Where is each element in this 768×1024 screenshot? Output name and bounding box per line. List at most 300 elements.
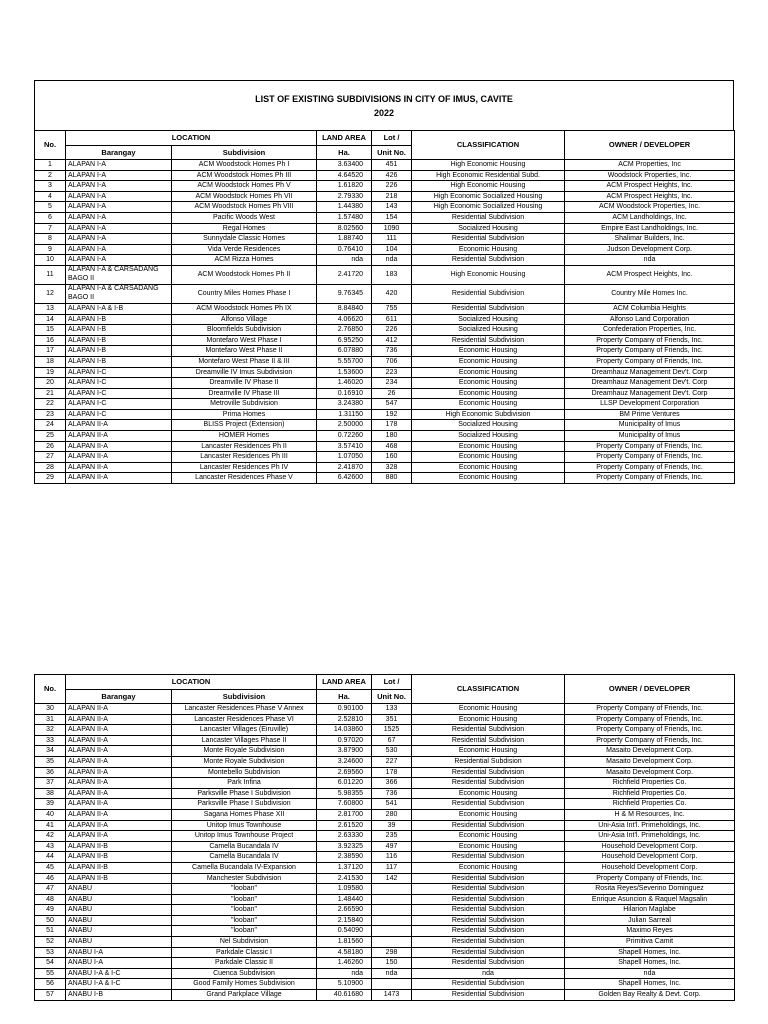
cell-classification: Economic Housing [412, 714, 565, 725]
cell-lot: 178 [372, 420, 412, 431]
cell-classification: Socialized Housing [412, 420, 565, 431]
cell-barangay: ALAPAN II-A [66, 799, 172, 810]
cell-owner: Property Company of Friends, Inc. [565, 335, 735, 346]
cell-lot: 366 [372, 778, 412, 789]
header-lot-unit: Unit No. [372, 146, 412, 160]
cell-no: 21 [35, 388, 66, 399]
cell-lot: 178 [372, 767, 412, 778]
cell-owner: LLSP Development Corporation [565, 399, 735, 410]
cell-lot: 451 [372, 160, 412, 171]
cell-land-area: 14.03860 [317, 725, 372, 736]
cell-owner: Masaito Development Corp. [565, 746, 735, 757]
cell-barangay: ALAPAN I-A [66, 234, 172, 245]
cell-classification: Economic Housing [412, 399, 565, 410]
cell-land-area: 2.38590 [317, 852, 372, 863]
cell-barangay: ANABU [66, 937, 172, 948]
cell-subdivision: Cuenca Subdivision [172, 968, 317, 979]
table-row [35, 735, 735, 746]
cell-barangay: ANABU I-A [66, 958, 172, 969]
table-row [35, 284, 735, 303]
cell-no: 7 [35, 223, 66, 234]
cell-barangay: ALAPAN II-A [66, 756, 172, 767]
table-row [35, 244, 735, 255]
table-row [35, 990, 735, 1001]
cell-land-area: 2.41720 [317, 265, 372, 284]
cell-subdivision: Lancaster Residences Ph IV [172, 462, 317, 473]
cell-no: 56 [35, 979, 66, 990]
cell-barangay: ALAPAN II-B [66, 852, 172, 863]
cell-lot: 116 [372, 852, 412, 863]
cell-no: 12 [35, 284, 66, 303]
cell-land-area: 2.63330 [317, 831, 372, 842]
cell-land-area: 4.06620 [317, 314, 372, 325]
cell-barangay: ANABU [66, 894, 172, 905]
cell-owner: Rosita Reyes/Severino Dominguez [565, 884, 735, 895]
cell-barangay: ANABU [66, 884, 172, 895]
cell-subdivision: Sunnydale Classic Homes [172, 234, 317, 245]
cell-subdivision: "looban" [172, 926, 317, 937]
cell-owner: Property Company of Friends, Inc. [565, 473, 735, 484]
table-row [35, 303, 735, 314]
cell-subdivision: Grand Parkplace Village [172, 990, 317, 1001]
cell-lot: 541 [372, 799, 412, 810]
cell-subdivision: Parkdale Classic I [172, 947, 317, 958]
table-row [35, 399, 735, 410]
cell-owner: Dreamhauz Management Dev't. Corp [565, 378, 735, 389]
cell-barangay: ALAPAN I-B [66, 314, 172, 325]
cell-subdivision: Dreamville IV Phase II [172, 378, 317, 389]
cell-barangay: ANABU I-A & I-C [66, 979, 172, 990]
table-row [35, 725, 735, 736]
cell-lot: 497 [372, 841, 412, 852]
cell-lot: 160 [372, 452, 412, 463]
cell-classification: High Economic Subdivision [412, 409, 565, 420]
cell-no: 43 [35, 841, 66, 852]
table-row [35, 968, 735, 979]
cell-subdivision: ACM Woodstock Homes Ph V [172, 181, 317, 192]
cell-no: 18 [35, 356, 66, 367]
cell-land-area: 2.41530 [317, 873, 372, 884]
cell-barangay: ALAPAN I-C [66, 388, 172, 399]
cell-no: 53 [35, 947, 66, 958]
cell-lot: 39 [372, 820, 412, 831]
cell-lot: 143 [372, 202, 412, 213]
cell-subdivision: Country Miles Homes Phase I [172, 284, 317, 303]
cell-owner: H & M Resources, Inc. [565, 809, 735, 820]
table-row [35, 958, 735, 969]
cell-no: 5 [35, 202, 66, 213]
cell-lot: 142 [372, 873, 412, 884]
cell-subdivision: Lancaster Residences Phase V Annex [172, 704, 317, 715]
cell-land-area: 1.48440 [317, 894, 372, 905]
cell-subdivision: Manchester Subdivision [172, 873, 317, 884]
cell-land-area: 2.69560 [317, 767, 372, 778]
cell-subdivision: Regal Homes [172, 223, 317, 234]
cell-classification: High Economic Housing [412, 160, 565, 171]
cell-classification: Residential Subdivision [412, 212, 565, 223]
cell-lot [372, 937, 412, 948]
cell-classification: Socialized Housing [412, 431, 565, 442]
table-row [35, 788, 735, 799]
cell-lot: 180 [372, 431, 412, 442]
cell-classification: Residential Subdivision [412, 979, 565, 990]
cell-land-area: 6.07880 [317, 346, 372, 357]
cell-subdivision: ACM Woodstock Homes Ph VIII [172, 202, 317, 213]
cell-lot: 192 [372, 409, 412, 420]
cell-subdivision: Camella Bucandala IV-Expansion [172, 862, 317, 873]
table-row [35, 160, 735, 171]
cell-owner: Dreamhauz Management Dev't. Corp [565, 367, 735, 378]
cell-owner: Household Development Corp. [565, 862, 735, 873]
cell-land-area: 6.95250 [317, 335, 372, 346]
cell-barangay: ALAPAN I-A & CARSADANG BAGO II [66, 284, 172, 303]
cell-no: 30 [35, 704, 66, 715]
table-row [35, 841, 735, 852]
cell-barangay: ALAPAN II-A [66, 431, 172, 442]
header-land-area-unit: Ha. [317, 690, 372, 704]
cell-no: 45 [35, 862, 66, 873]
cell-barangay: ALAPAN I-C [66, 399, 172, 410]
table-row [35, 778, 735, 789]
cell-classification: Economic Housing [412, 244, 565, 255]
header-owner: OWNER / DEVELOPER [565, 131, 735, 160]
cell-subdivision: Lancaster Villages (Eiruville) [172, 725, 317, 736]
cell-owner: Alfonso Land Corporation [565, 314, 735, 325]
header-barangay: Barangay [66, 690, 172, 704]
cell-classification: High Economic Residential Subd. [412, 170, 565, 181]
cell-land-area: 0.16910 [317, 388, 372, 399]
cell-land-area: 1.37120 [317, 862, 372, 873]
table-row [35, 873, 735, 884]
cell-land-area: 5.98355 [317, 788, 372, 799]
cell-land-area: 0.76410 [317, 244, 372, 255]
cell-barangay: ANABU [66, 905, 172, 916]
cell-owner: Shalimar Builders, Inc. [565, 234, 735, 245]
subdivision-table-1 [34, 130, 735, 484]
cell-owner: ACM Landholdings, Inc. [565, 212, 735, 223]
cell-barangay: ALAPAN I-A & CARSADANG BAGO II [66, 265, 172, 284]
cell-owner: Julian Sarreal [565, 915, 735, 926]
cell-lot: 111 [372, 234, 412, 245]
cell-no: 55 [35, 968, 66, 979]
cell-owner: Enrique Asuncion & Raquel Magsalin [565, 894, 735, 905]
header-no: No. [35, 675, 66, 704]
cell-lot: 530 [372, 746, 412, 757]
cell-lot: 755 [372, 303, 412, 314]
cell-subdivision: Camella Bucandala IV [172, 852, 317, 863]
cell-subdivision: Unitop Imus Townhouse [172, 820, 317, 831]
cell-subdivision: Metroville Subdivision [172, 399, 317, 410]
cell-subdivision: Vida Verde Residences [172, 244, 317, 255]
cell-classification: Residential Subdivision [412, 778, 565, 789]
cell-lot: 226 [372, 325, 412, 336]
cell-no: 25 [35, 431, 66, 442]
cell-barangay: ALAPAN II-A [66, 452, 172, 463]
cell-barangay: ALAPAN I-A [66, 212, 172, 223]
cell-barangay: ALAPAN II-B [66, 841, 172, 852]
cell-lot: 1090 [372, 223, 412, 234]
cell-lot: 227 [372, 756, 412, 767]
cell-owner: Richfield Properties Co. [565, 788, 735, 799]
cell-no: 26 [35, 441, 66, 452]
cell-lot: 1473 [372, 990, 412, 1001]
cell-no: 32 [35, 725, 66, 736]
cell-lot: 183 [372, 265, 412, 284]
cell-barangay: ALAPAN II-A [66, 473, 172, 484]
cell-no: 33 [35, 735, 66, 746]
cell-barangay: ALAPAN I-A [66, 160, 172, 171]
cell-lot: 150 [372, 958, 412, 969]
cell-land-area: 5.55700 [317, 356, 372, 367]
cell-land-area: 1.53600 [317, 367, 372, 378]
cell-land-area: 4.64520 [317, 170, 372, 181]
cell-no: 24 [35, 420, 66, 431]
cell-barangay: ANABU [66, 926, 172, 937]
table-row [35, 852, 735, 863]
cell-classification: Economic Housing [412, 704, 565, 715]
cell-subdivision: Montefaro West Phase II & III [172, 356, 317, 367]
cell-classification: Residential Subdivision [412, 735, 565, 746]
header-land-area: LAND AREA [317, 131, 372, 146]
cell-classification: Economic Housing [412, 346, 565, 357]
cell-subdivision: "looban" [172, 915, 317, 926]
title-line-1: LIST OF EXISTING SUBDIVISIONS IN CITY OF IMUS, CAVITE [255, 93, 513, 104]
cell-classification: Residential Subdivision [412, 255, 565, 266]
cell-subdivision: ACM Woodstock Homes Ph III [172, 170, 317, 181]
cell-classification: High Economic Housing [412, 181, 565, 192]
cell-no: 20 [35, 378, 66, 389]
cell-owner: Richfield Properties Co. [565, 799, 735, 810]
cell-no: 27 [35, 452, 66, 463]
cell-owner: Hilarion Maglabe [565, 905, 735, 916]
cell-lot: 351 [372, 714, 412, 725]
header-lot-unit: Unit No. [372, 690, 412, 704]
table-row [35, 181, 735, 192]
cell-lot [372, 926, 412, 937]
table-row [35, 862, 735, 873]
cell-land-area: 1.61820 [317, 181, 372, 192]
cell-subdivision: Lancaster Residences Phase V [172, 473, 317, 484]
cell-classification: Economic Housing [412, 841, 565, 852]
header-no: No. [35, 131, 66, 160]
table-row [35, 884, 735, 895]
cell-classification: Economic Housing [412, 862, 565, 873]
cell-land-area: 2.79330 [317, 191, 372, 202]
cell-land-area: 1.46020 [317, 378, 372, 389]
cell-land-area: 1.07050 [317, 452, 372, 463]
cell-lot [372, 905, 412, 916]
cell-lot [372, 979, 412, 990]
cell-subdivision: Nel Subdivision [172, 937, 317, 948]
cell-barangay: ALAPAN II-A [66, 778, 172, 789]
cell-subdivision: Monte Royale Subdivision [172, 756, 317, 767]
cell-no: 44 [35, 852, 66, 863]
header-classification: CLASSIFICATION [412, 675, 565, 704]
table-row [35, 905, 735, 916]
cell-land-area: 1.46260 [317, 958, 372, 969]
cell-barangay: ALAPAN I-B [66, 325, 172, 336]
cell-subdivision: Unitop Imus Townhouse Project [172, 831, 317, 842]
cell-land-area: 3.24600 [317, 756, 372, 767]
cell-subdivision: Camella Bucandala IV [172, 841, 317, 852]
table-row [35, 756, 735, 767]
cell-classification: Residential Subdivision [412, 990, 565, 1001]
cell-owner: Judson Development Corp. [565, 244, 735, 255]
cell-land-area: 1.44380 [317, 202, 372, 213]
cell-barangay: ALAPAN II-A [66, 746, 172, 757]
cell-lot: 234 [372, 378, 412, 389]
cell-subdivision: Lancaster Residences Ph III [172, 452, 317, 463]
table-row [35, 746, 735, 757]
cell-no: 31 [35, 714, 66, 725]
cell-subdivision: Lancaster Residences Ph II [172, 441, 317, 452]
cell-owner: Municipality of Imus [565, 420, 735, 431]
cell-classification: Residential Subdivision [412, 894, 565, 905]
table-row [35, 799, 735, 810]
cell-barangay: ALAPAN II-A [66, 831, 172, 842]
table-row [35, 314, 735, 325]
subdivision-list-page-2 [34, 674, 734, 1001]
cell-barangay: ALAPAN II-A [66, 820, 172, 831]
cell-lot: 468 [372, 441, 412, 452]
cell-lot: 280 [372, 809, 412, 820]
cell-lot: nda [372, 968, 412, 979]
cell-owner: ACM Prospect Heights, Inc. [565, 191, 735, 202]
cell-owner: Woodstock Properties, Inc. [565, 170, 735, 181]
cell-owner: Property Company of Friends, Inc. [565, 346, 735, 357]
cell-subdivision: HOMER Homes [172, 431, 317, 442]
cell-classification: Residential Subdivision [412, 303, 565, 314]
cell-classification: High Economic Housing [412, 265, 565, 284]
cell-no: 16 [35, 335, 66, 346]
cell-lot: 117 [372, 862, 412, 873]
header-owner: OWNER / DEVELOPER [565, 675, 735, 704]
cell-lot: 547 [372, 399, 412, 410]
cell-no: 42 [35, 831, 66, 842]
cell-classification: Socialized Housing [412, 314, 565, 325]
cell-land-area: 3.57410 [317, 441, 372, 452]
cell-classification: Socialized Housing [412, 325, 565, 336]
cell-classification: Economic Housing [412, 452, 565, 463]
cell-subdivision: Monte Royale Subdivision [172, 746, 317, 757]
table-row [35, 452, 735, 463]
cell-owner: Confederation Properties, Inc. [565, 325, 735, 336]
cell-lot: nda [372, 255, 412, 266]
cell-no: 17 [35, 346, 66, 357]
cell-owner: nda [565, 968, 735, 979]
cell-owner: Maximo Reyes [565, 926, 735, 937]
cell-classification: Economic Housing [412, 746, 565, 757]
cell-subdivision: BLISS Project (Extension) [172, 420, 317, 431]
cell-subdivision: Parksville Phase I Subdivision [172, 799, 317, 810]
cell-no: 28 [35, 462, 66, 473]
cell-no: 50 [35, 915, 66, 926]
cell-land-area: 2.66590 [317, 905, 372, 916]
cell-classification: Residential Subdivision [412, 725, 565, 736]
cell-land-area: 40.61680 [317, 990, 372, 1001]
cell-land-area: 8.02560 [317, 223, 372, 234]
cell-no: 11 [35, 265, 66, 284]
cell-subdivision: ACM Woodstock Homes Ph II [172, 265, 317, 284]
cell-barangay: ALAPAN II-A [66, 704, 172, 715]
cell-barangay: ALAPAN I-C [66, 367, 172, 378]
cell-no: 54 [35, 958, 66, 969]
cell-subdivision: Montefaro West Phase I [172, 335, 317, 346]
cell-barangay: ALAPAN I-A [66, 170, 172, 181]
cell-land-area: 9.76345 [317, 284, 372, 303]
cell-classification: nda [412, 968, 565, 979]
cell-classification: Economic Housing [412, 462, 565, 473]
cell-no: 51 [35, 926, 66, 937]
cell-classification: Residential Subdivision [412, 947, 565, 958]
cell-barangay: ALAPAN II-A [66, 735, 172, 746]
cell-owner: ACM Woodstock Properties, Inc. [565, 202, 735, 213]
cell-lot: 298 [372, 947, 412, 958]
cell-land-area: 3.24380 [317, 399, 372, 410]
cell-no: 52 [35, 937, 66, 948]
cell-no: 14 [35, 314, 66, 325]
cell-barangay: ALAPAN I-B [66, 346, 172, 357]
header-location: LOCATION [66, 675, 317, 690]
cell-barangay: ALAPAN I-C [66, 378, 172, 389]
cell-no: 35 [35, 756, 66, 767]
cell-land-area: 2.15840 [317, 915, 372, 926]
cell-owner: Masaito Development Corp. [565, 767, 735, 778]
cell-no: 37 [35, 778, 66, 789]
cell-classification: Economic Housing [412, 473, 565, 484]
header-land-area: LAND AREA [317, 675, 372, 690]
header-subdivision: Subdivision [172, 146, 317, 160]
header-classification: CLASSIFICATION [412, 131, 565, 160]
cell-owner: Shapell Homes, Inc. [565, 979, 735, 990]
cell-owner: ACM Prospect Heights, Inc. [565, 265, 735, 284]
cell-owner: Property Company of Friends, Inc. [565, 725, 735, 736]
table-row [35, 191, 735, 202]
cell-lot: 235 [372, 831, 412, 842]
table-row [35, 378, 735, 389]
cell-no: 36 [35, 767, 66, 778]
cell-lot [372, 915, 412, 926]
cell-subdivision: "looban" [172, 884, 317, 895]
table-row [35, 234, 735, 245]
cell-no: 48 [35, 894, 66, 905]
cell-classification: Economic Housing [412, 388, 565, 399]
cell-owner: Golden Bay Realty & Devt. Corp. [565, 990, 735, 1001]
cell-land-area: 3.87900 [317, 746, 372, 757]
cell-no: 6 [35, 212, 66, 223]
table-row [35, 894, 735, 905]
header-subdivision: Subdivision [172, 690, 317, 704]
cell-no: 10 [35, 255, 66, 266]
cell-classification: Residential Subdivision [412, 926, 565, 937]
cell-barangay: ALAPAN II-A [66, 714, 172, 725]
cell-land-area: 2.61520 [317, 820, 372, 831]
cell-no: 2 [35, 170, 66, 181]
header-land-area-unit: Ha. [317, 146, 372, 160]
table-row [35, 420, 735, 431]
cell-barangay: ALAPAN II-A [66, 767, 172, 778]
cell-no: 22 [35, 399, 66, 410]
cell-classification: Economic Housing [412, 367, 565, 378]
cell-subdivision: Park Infina [172, 778, 317, 789]
table-row [35, 704, 735, 715]
cell-lot: 154 [372, 212, 412, 223]
cell-owner: ACM Columbia Heights [565, 303, 735, 314]
cell-no: 8 [35, 234, 66, 245]
cell-owner: Property Company of Friends, Inc. [565, 714, 735, 725]
cell-barangay: ALAPAN I-A [66, 244, 172, 255]
cell-lot: 736 [372, 788, 412, 799]
